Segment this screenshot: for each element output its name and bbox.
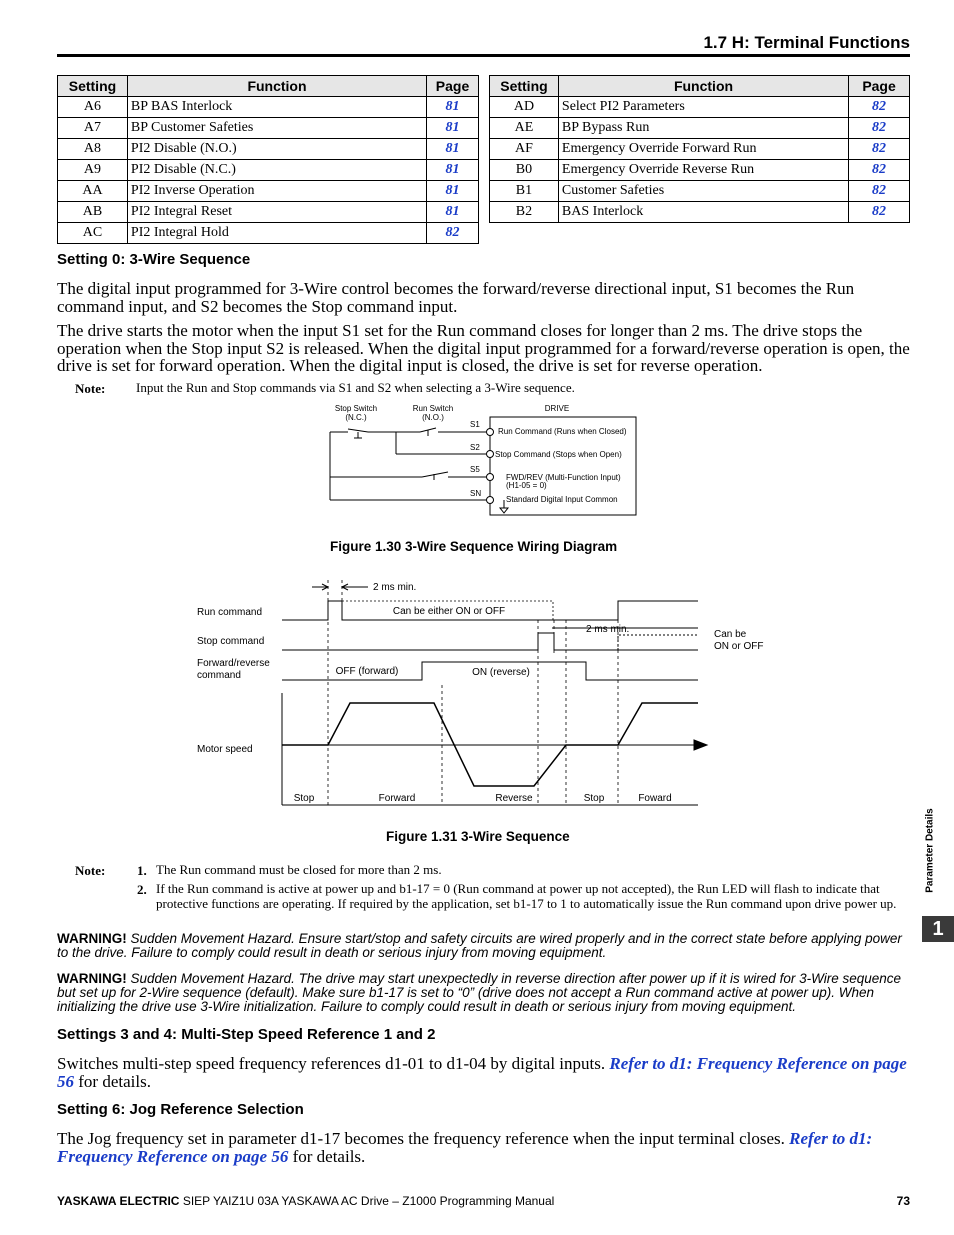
table-row	[58, 181, 479, 202]
stop-switch	[348, 429, 368, 432]
setting6-tail: for details.	[292, 1146, 366, 1166]
warning-2-label: WARNING!	[57, 971, 127, 986]
phase-reverse: Reverse	[495, 793, 533, 804]
ground-icon	[500, 508, 508, 513]
warning-2	[57, 972, 910, 1014]
wiring-diagram	[320, 400, 650, 525]
warning-1	[57, 932, 910, 960]
page-link[interactable]: 81	[427, 118, 479, 139]
col-page: Page	[849, 76, 910, 97]
setting0-para2: The drive starts the motor when the input S1 set for the Run command closes for longer than 2 ms. The drive stops the operation when the Stop input S2 is released. When the digital input programmed for a forward/reverse operation is open, the drive is set for forward operation. When the digital input is closed, the drive is set for reverse operation.	[57, 321, 910, 375]
s2-desc: Stop Command (Stops when Open)	[495, 450, 622, 459]
function-cell: PI2 Disable (N.O.)	[127, 139, 426, 160]
function-cell: PI2 Integral Reset	[127, 202, 426, 223]
col-setting: Setting	[58, 76, 128, 97]
notes2-label: Note:	[75, 863, 106, 878]
warning-2-text: Sudden Movement Hazard. The drive may start unexpectedly in reverse direction after power up if it is wired for 3-Wire sequence but set up for 2-Wire sequence (default). Make sure b1-17 is set to “0” (drive does not accept a Run command active at power up). When initializing the drive use 3-Wire initialization. Failure to comply could result in death or serious injury from moving equipment.	[57, 971, 901, 1014]
stop-command-label: Stop command	[197, 636, 265, 647]
setting-cell: AE	[490, 118, 559, 139]
run-command-label: Run command	[197, 607, 263, 618]
setting-cell: AC	[58, 223, 128, 244]
terminal-s1	[487, 429, 494, 436]
off-forward-label: OFF (forward)	[335, 666, 399, 677]
function-cell: BAS Interlock	[558, 202, 848, 223]
s2-label: S2	[470, 443, 480, 452]
table-row	[58, 139, 479, 160]
page-link[interactable]: 81	[427, 181, 479, 202]
sn-desc: Standard Digital Input Common	[506, 495, 618, 504]
phase-stop-2: Stop	[583, 793, 605, 804]
function-cell: Select PI2 Parameters	[558, 97, 848, 118]
s5-desc-1: FWD/REV (Multi-Function Input)	[506, 473, 621, 482]
note2-num: 2.	[137, 882, 147, 897]
page-link[interactable]: 81	[427, 160, 479, 181]
s1-label: S1	[470, 420, 480, 429]
setting-cell: AD	[490, 97, 559, 118]
table-row	[58, 97, 479, 118]
function-cell: BP Bypass Run	[558, 118, 848, 139]
function-cell: BP BAS Interlock	[127, 97, 426, 118]
page-link[interactable]: 81	[427, 202, 479, 223]
setting-cell: AB	[58, 202, 128, 223]
setting-cell: A9	[58, 160, 128, 181]
two-ms-mid: 2 ms min.	[586, 624, 630, 635]
on-reverse-label: ON (reverse)	[472, 667, 530, 678]
phase-foward: Foward	[638, 793, 672, 804]
setting-cell: B1	[490, 181, 559, 202]
settings-table-right	[489, 75, 910, 223]
table-row	[58, 202, 479, 223]
settings34-heading: Settings 3 and 4: Multi-Step Speed Reference 1 and 2	[57, 1026, 436, 1043]
page-link[interactable]: 82	[849, 202, 910, 223]
page-link[interactable]: 82	[427, 223, 479, 244]
table-row	[58, 160, 479, 181]
setting-cell: B2	[490, 202, 559, 223]
phase-stop-1: Stop	[293, 793, 315, 804]
run-switch-label: Run Switch	[412, 404, 454, 413]
table-row	[58, 118, 479, 139]
footer-doc: SIEP YAIZ1U 03A YASKAWA AC Drive – Z1000 Programming Manual	[182, 1194, 555, 1208]
table-row	[490, 160, 910, 181]
settings34-para	[57, 1055, 912, 1090]
function-cell: BP Customer Safeties	[127, 118, 426, 139]
settings34-tail: for details.	[78, 1071, 151, 1091]
setting0-heading: Setting 0: 3-Wire Sequence	[57, 251, 251, 268]
motor-speed-label: Motor speed	[197, 744, 253, 755]
col-function: Function	[127, 76, 426, 97]
timing-diagram	[190, 575, 770, 810]
function-cell: Customer Safeties	[558, 181, 848, 202]
setting-cell: AF	[490, 139, 559, 160]
page-link[interactable]: 82	[849, 139, 910, 160]
sn-label: SN	[470, 489, 482, 498]
setting6-text: The Jog frequency set in parameter d1-17 becomes the frequency reference when the input terminal closes.	[57, 1129, 785, 1148]
section-title: 1.7 H: Terminal Functions	[703, 33, 910, 52]
s5-label: S5	[470, 465, 480, 474]
fwdrev-label-2: command	[197, 670, 241, 681]
col-page: Page	[427, 76, 479, 97]
page-link[interactable]: 82	[849, 181, 910, 202]
stop-switch-type: (N.C.)	[345, 413, 367, 422]
s1-desc: Run Command (Runs when Closed)	[498, 427, 627, 436]
note-label: Note:	[75, 381, 106, 396]
page-link[interactable]: 82	[849, 118, 910, 139]
settings34-text: Switches multi-step speed frequency references d1-01 to d1-04 by digital inputs.	[57, 1054, 606, 1073]
table-row	[490, 139, 910, 160]
can-be-1: Can be	[714, 629, 747, 640]
page-number: 73	[896, 1194, 910, 1208]
fwdrev-label-1: Forward/reverse	[197, 658, 270, 669]
note1-text: The Run command must be closed for more than 2 ms.	[156, 862, 442, 877]
terminal-s2	[487, 451, 494, 458]
note2-text: If the Run command is active at power up and b1-17 = 0 (Run command at power up not accepted), the Run LED will flash to indicate that protective functions are operating. If required by the application, set b1-17 to 1 to automatically issue the Run command upon drive power up.	[156, 881, 897, 911]
note1-num: 1.	[137, 863, 147, 878]
function-cell: PI2 Inverse Operation	[127, 181, 426, 202]
setting0-para1: The digital input programmed for 3-Wire control becomes the forward/reverse directional input, S1 becomes the Run command input, and S2 becomes the Stop command input.	[57, 279, 855, 316]
settings-table-left	[57, 75, 479, 244]
function-cell: PI2 Integral Hold	[127, 223, 426, 244]
can-be-2: ON or OFF	[714, 641, 764, 652]
function-cell: Emergency Override Forward Run	[558, 139, 848, 160]
warning-1-label: WARNING!	[57, 931, 127, 946]
arrow-icon	[694, 740, 707, 750]
settings34-link[interactable]: Refer to d1: Frequency Reference on page 56	[57, 1054, 907, 1091]
setting6-para	[57, 1130, 912, 1165]
figure-131-caption: Figure 1.31 3-Wire Sequence	[386, 829, 570, 844]
setting-cell: A7	[58, 118, 128, 139]
col-setting: Setting	[490, 76, 559, 97]
setting-cell: A8	[58, 139, 128, 160]
function-cell: Emergency Override Reverse Run	[558, 160, 848, 181]
setting6-link[interactable]: Refer to d1: Frequency Reference on page 56	[57, 1129, 873, 1166]
footer-brand: YASKAWA ELECTRIC	[57, 1194, 180, 1208]
fwd-rev-switch	[422, 472, 448, 477]
setting-cell: AA	[58, 181, 128, 202]
terminal-sn	[487, 497, 494, 504]
figure-130-caption: Figure 1.30 3-Wire Sequence Wiring Diagram	[330, 539, 618, 554]
table-row	[490, 118, 910, 139]
table-row	[490, 181, 910, 202]
setting-cell: A6	[58, 97, 128, 118]
chapter-tab: 1	[922, 916, 954, 942]
drive-label: DRIVE	[544, 404, 570, 413]
sidebar-label: Parameter Details	[924, 808, 936, 893]
two-ms-top: 2 ms min.	[373, 582, 417, 593]
footer	[57, 1194, 910, 1208]
stop-switch-label: Stop Switch	[334, 404, 378, 413]
terminal-s5	[487, 474, 494, 481]
function-cell: PI2 Disable (N.C.)	[127, 160, 426, 181]
page-link[interactable]: 82	[849, 97, 910, 118]
s5-desc-2: (H1-05 = 0)	[506, 481, 547, 490]
setting-cell: B0	[490, 160, 559, 181]
phase-forward: Forward	[378, 793, 416, 804]
table-row	[490, 202, 910, 223]
note-text: Input the Run and Stop commands via S1 and S2 when selecting a 3-Wire sequence.	[136, 380, 575, 395]
setting6-heading: Setting 6: Jog Reference Selection	[57, 1101, 304, 1118]
table-row	[490, 97, 910, 118]
either-label: Can be either ON or OFF	[392, 606, 506, 617]
page-link[interactable]: 81	[427, 97, 479, 118]
page-link[interactable]: 81	[427, 139, 479, 160]
stop-command-wave	[282, 633, 698, 650]
header-rule	[57, 54, 910, 57]
run-switch-type: (N.O.)	[422, 413, 444, 422]
table-row	[58, 223, 479, 244]
page-link[interactable]: 82	[849, 160, 910, 181]
col-function: Function	[558, 76, 848, 97]
warning-1-text: Sudden Movement Hazard. Ensure start/stop and safety circuits are wired properly and in the correct state before applying power to the drive. Failure to comply could result in death or serious injury from moving equipment.	[57, 931, 902, 960]
